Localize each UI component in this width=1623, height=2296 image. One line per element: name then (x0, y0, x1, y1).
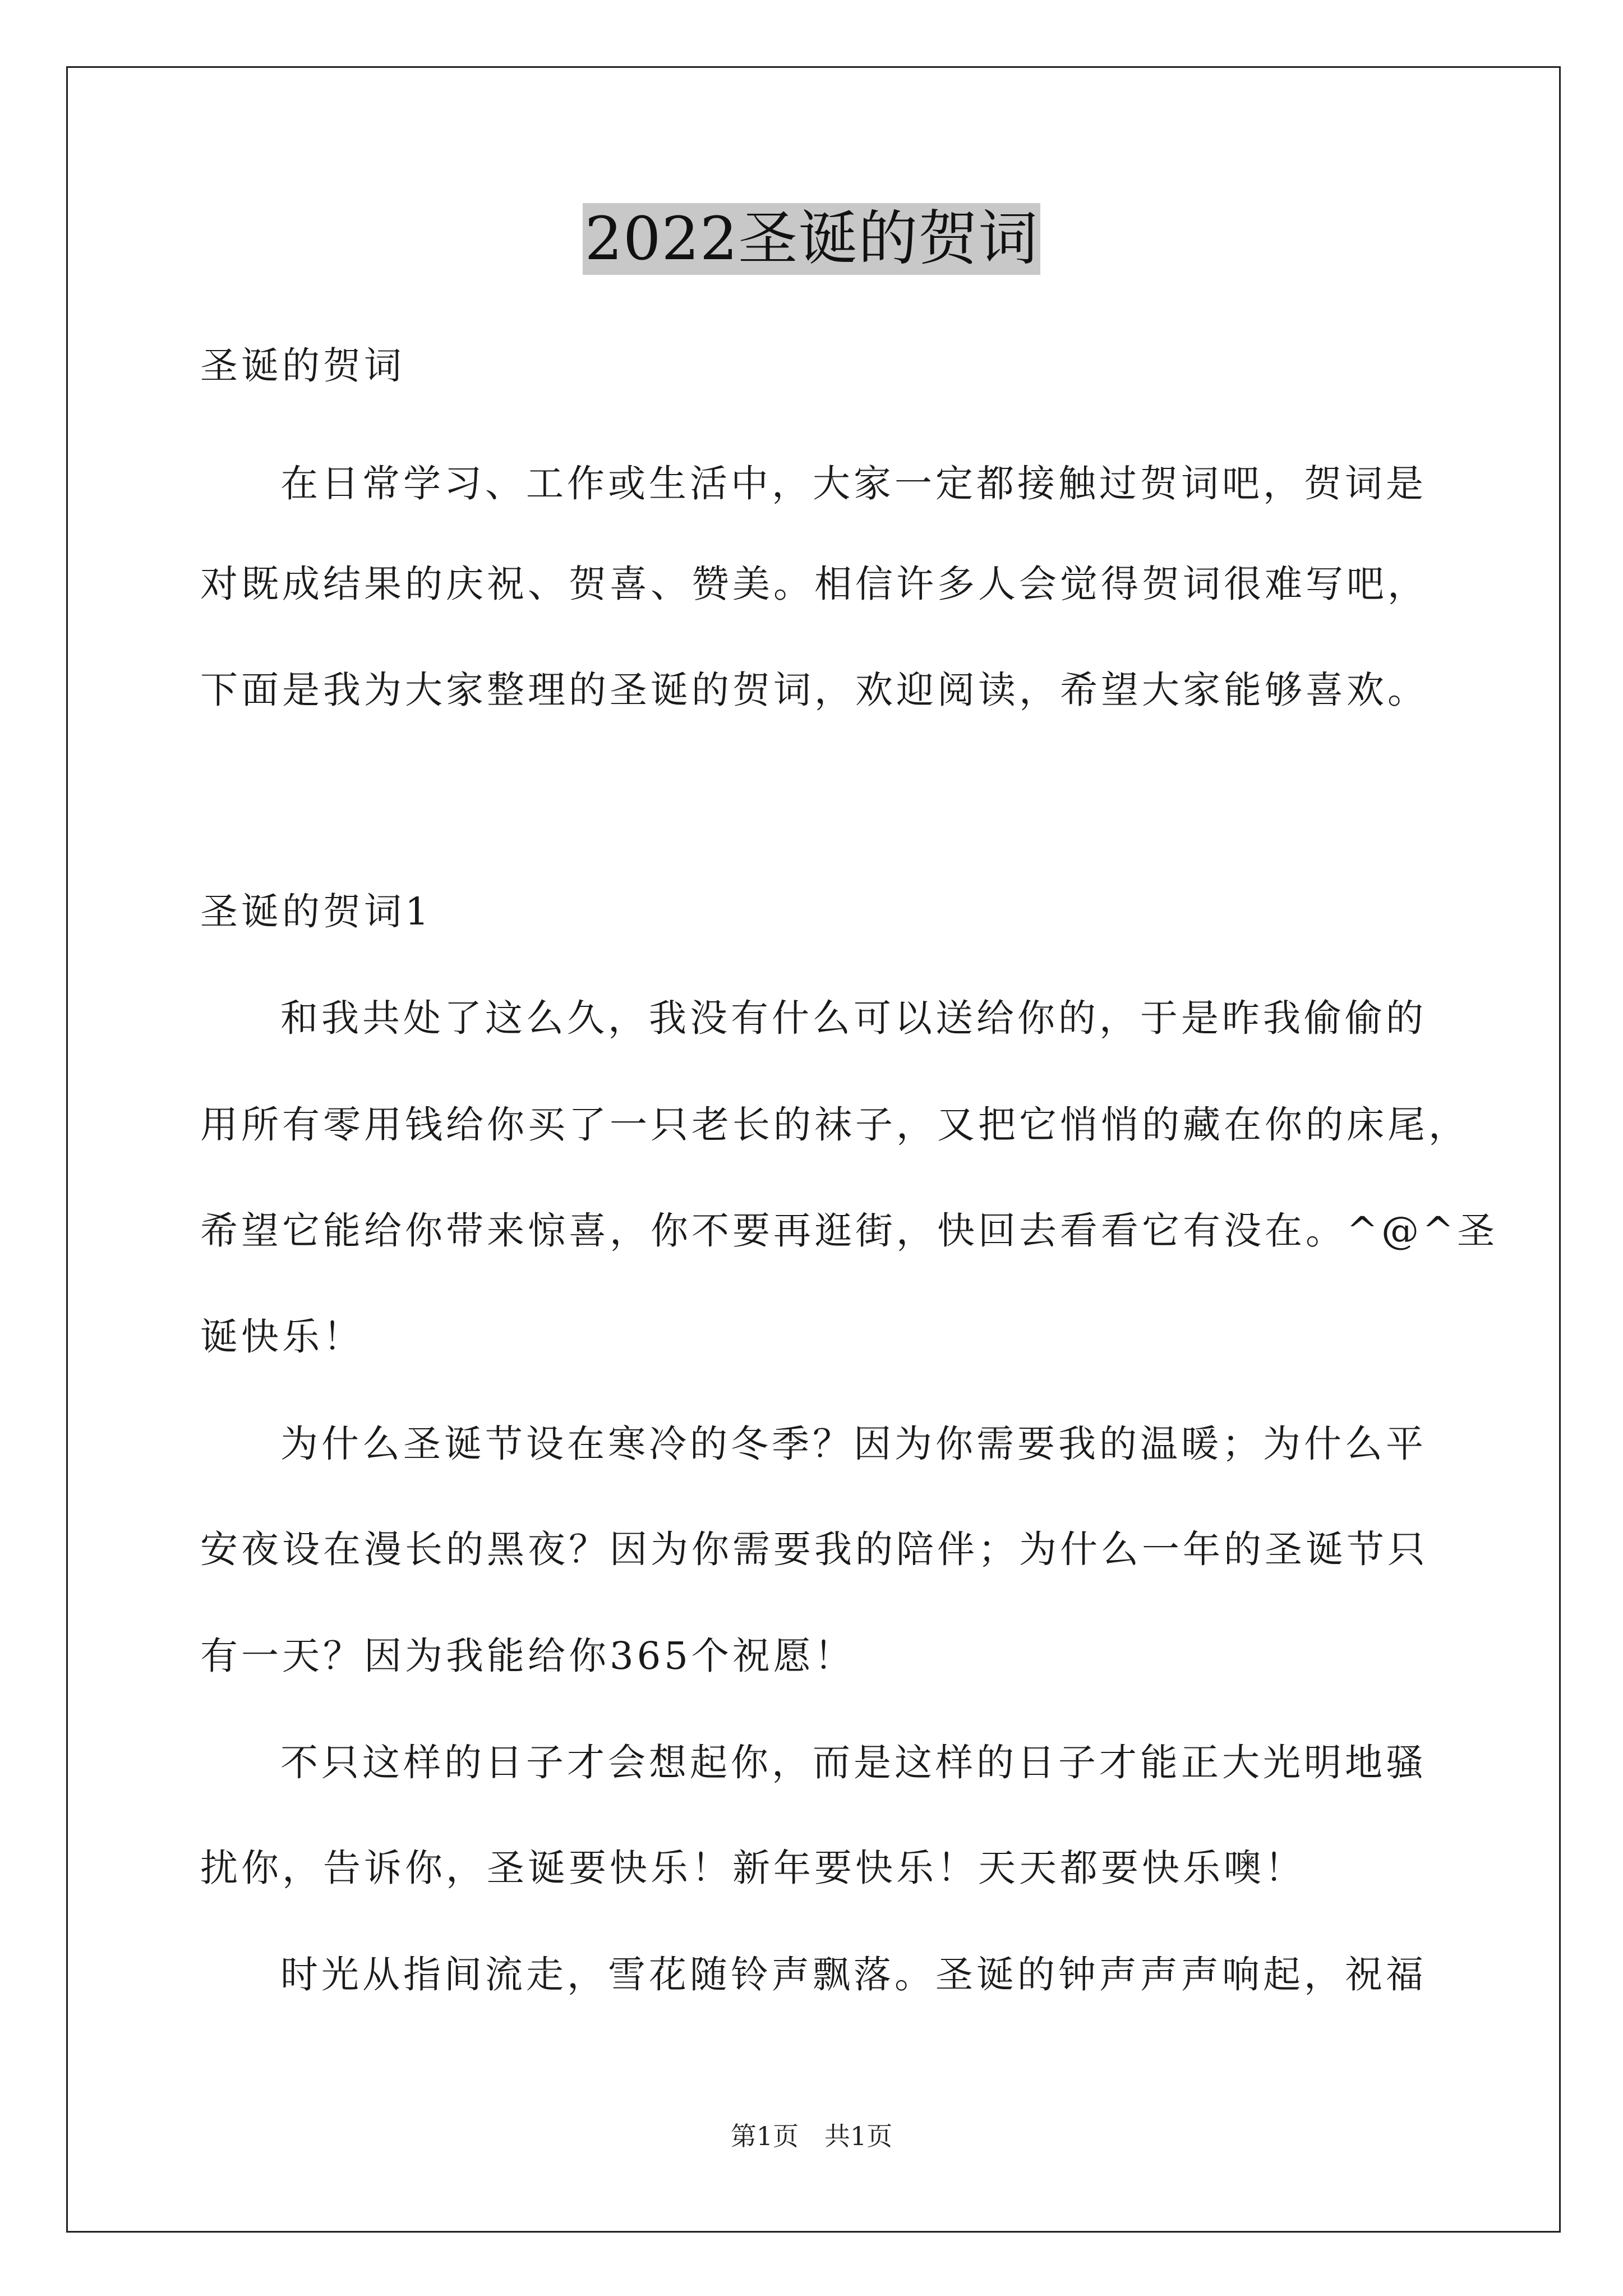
paragraph-line: 对既成结果的庆祝、贺喜、赞美。相信许多人会觉得贺词很难写吧， (200, 562, 1428, 606)
page-border (66, 66, 1561, 2233)
paragraph-line: 用所有零用钱给你买了一只老长的袜子，又把它悄悄的藏在你的床尾， (200, 1103, 1469, 1147)
paragraph-line: 为什么圣诞节设在寒冷的冬季？因为你需要我的温暖；为什么平 (280, 1422, 1427, 1466)
paragraph-line: 希望它能给你带来惊喜，你不要再逛街，快回去看看它有没在。^@^圣 (200, 1209, 1498, 1253)
section-heading: 圣诞的贺词1 (200, 890, 432, 933)
page-number: 第1页 共1页 (730, 2121, 893, 2151)
paragraph-line: 安夜设在漫长的黑夜？因为你需要我的陪伴；为什么一年的圣诞节只 (200, 1527, 1428, 1571)
paragraph-line: 有一天？因为我能给你365个祝愿！ (200, 1634, 855, 1678)
document-title: 2022圣诞的贺词 (583, 203, 1041, 275)
paragraph-line: 时光从指间流走，雪花随铃声飘落。圣诞的钟声声声响起，祝福 (280, 1953, 1427, 1996)
paragraph-line: 诞快乐！ (200, 1315, 364, 1359)
title-container (0, 203, 1623, 275)
paragraph-line: 在日常学习、工作或生活中，大家一定都接触过贺词吧，贺词是 (280, 462, 1427, 505)
paragraph-line: 下面是我为大家整理的圣诞的贺词，欢迎阅读，希望大家能够喜欢。 (200, 668, 1428, 712)
paragraph-line: 不只这样的日子才会想起你，而是这样的日子才能正大光明地骚 (280, 1741, 1427, 1784)
section-heading: 圣诞的贺词 (200, 344, 405, 388)
paragraph-line: 扰你，告诉你，圣诞要快乐！新年要快乐！天天都要快乐噢！ (200, 1846, 1306, 1890)
paragraph-line: 和我共处了这么久，我没有什么可以送给你的，于是昨我偷偷的 (280, 996, 1427, 1040)
